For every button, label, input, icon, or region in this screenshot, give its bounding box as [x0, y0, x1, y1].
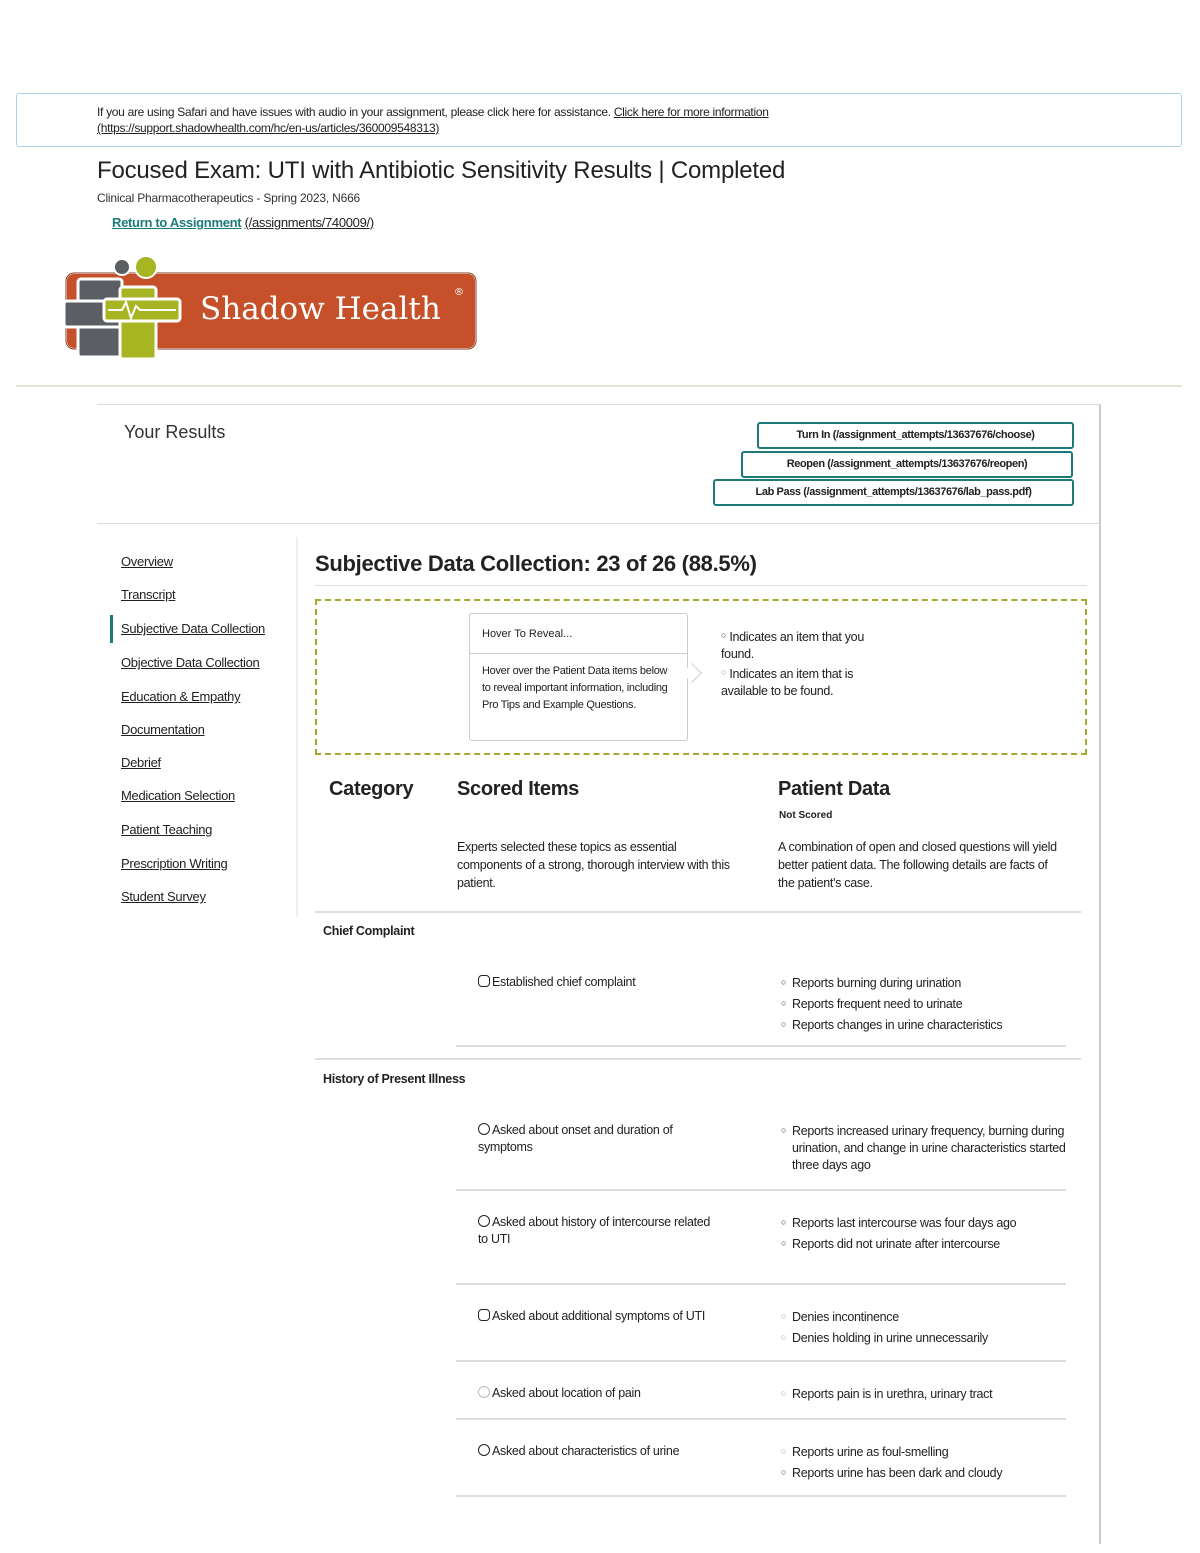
found-dot-icon: ○: [781, 1125, 787, 1135]
patient-data-list: [781, 1122, 1066, 1177]
patient-data-list: [781, 1308, 1066, 1350]
nav-documentation[interactable]: [110, 716, 298, 744]
scored-item[interactable]: [478, 1385, 758, 1402]
found-dot-icon: ○: [781, 998, 787, 1008]
available-dot-icon: ○: [781, 1446, 787, 1456]
nav-medication-selection[interactable]: [110, 782, 298, 810]
col-category: Category: [329, 778, 414, 800]
section-title: Subjective Data Collection: 23 of 26 (88.5%): [315, 551, 757, 576]
nav-transcript[interactable]: [110, 581, 298, 609]
shadow-health-logo: [62, 253, 482, 365]
patient-data-item[interactable]: ○ Reports changes in urine characteristics: [781, 1018, 1003, 1032]
notice-link[interactable]: Click here for more information: [613, 105, 769, 119]
col-patient-data: Patient Data: [778, 778, 890, 800]
nav-label[interactable]: Student Survey: [121, 889, 206, 904]
nav-label[interactable]: Documentation: [121, 722, 205, 737]
found-dot-icon: ○: [781, 1238, 787, 1248]
scored-item-label: Asked about additional symptoms of UTI: [492, 1309, 706, 1323]
scored-item-label: Asked about onset and duration of symptoms: [478, 1123, 673, 1154]
item-divider: [456, 1189, 1066, 1191]
found-dot-icon: ○: [781, 1217, 787, 1227]
tip-heading: Hover To Reveal...: [470, 614, 687, 654]
checkbox-icon: [478, 1123, 490, 1135]
item-divider: [456, 1283, 1066, 1285]
nav-label[interactable]: Transcript: [121, 587, 176, 602]
scored-item[interactable]: [478, 1214, 718, 1248]
nav-education-empathy[interactable]: [110, 683, 298, 711]
patient-data-item[interactable]: ○ Reports urine has been dark and cloudy: [781, 1466, 1003, 1480]
item-divider: [456, 1045, 1066, 1047]
page-title: Focused Exam: UTI with Antibiotic Sensitivity Results | Completed: [97, 157, 786, 184]
not-scored-label: Not Scored: [779, 810, 833, 821]
patient-data-list: [781, 974, 1066, 1037]
nav-debrief[interactable]: [110, 749, 298, 777]
hover-tip-card[interactable]: [469, 613, 688, 741]
patient-data-list: [781, 1385, 1066, 1406]
nav-subjective-data-collection[interactable]: [110, 615, 298, 643]
notice-text: If you are using Safari and have issues with audio in your assignment, please click here for assistance.: [97, 105, 611, 119]
patient-data-item[interactable]: ○ Reports burning during urination: [781, 976, 961, 990]
available-dot-icon: ○: [721, 667, 727, 677]
notice-link-url[interactable]: (https://support.shadowhealth.com/hc/en-us/articles/360009548313): [97, 121, 440, 135]
safari-notice: [16, 93, 1182, 147]
scored-item-label: Asked about history of intercourse related to UTI: [478, 1215, 711, 1246]
category-divider: [315, 1058, 1081, 1060]
results-title: Your Results: [124, 422, 226, 442]
found-dot-icon: ○: [721, 630, 727, 640]
patient-data-item[interactable]: ○ Reports frequent need to urinate: [781, 997, 963, 1011]
nav-label[interactable]: Subjective Data Collection: [121, 621, 265, 636]
nav-label[interactable]: Debrief: [121, 755, 161, 770]
checkbox-icon: [478, 1444, 490, 1456]
found-dot-icon: ○: [781, 977, 787, 987]
checkbox-icon: [478, 975, 490, 987]
item-divider: [456, 1495, 1066, 1497]
nav-objective-data-collection[interactable]: [110, 649, 298, 677]
scored-item[interactable]: [478, 1308, 758, 1325]
header-divider: [16, 385, 1182, 387]
checkbox-icon: [478, 1386, 490, 1398]
scored-item-label: Established chief complaint: [492, 975, 636, 989]
tip-body: Hover over the Patient Data items below to reveal important information, including Pro Tips and Example Questions.: [482, 665, 668, 711]
patient-data-list: [781, 1443, 1066, 1485]
available-dot-icon: ○: [781, 1388, 787, 1398]
scored-item[interactable]: [478, 974, 758, 991]
available-dot-icon: ○: [781, 1332, 787, 1342]
patient-data-item[interactable]: ○ Reports did not urinate after intercourse: [781, 1237, 1000, 1251]
item-divider: [456, 1360, 1066, 1362]
return-url[interactable]: (/assignments/740009/): [244, 215, 374, 230]
nav-prescription-writing[interactable]: [110, 850, 298, 878]
panel-divider: [97, 523, 1099, 524]
patient-description: A combination of open and closed questions will yield better patient data. The following details are facts of the patient's case.: [778, 840, 1057, 890]
nav-label[interactable]: Education & Empathy: [121, 689, 241, 704]
checkbox-icon: [478, 1309, 490, 1321]
scored-item[interactable]: [478, 1122, 718, 1156]
found-dot-icon: ○: [781, 1019, 787, 1029]
legend-available: [721, 664, 891, 700]
reopen-button[interactable]: Reopen (/assignment_attempts/13637676/reopen): [741, 451, 1073, 478]
course-name: Clinical Pharmacotherapeutics - Spring 2023, N666: [97, 191, 361, 205]
legend-box: [315, 599, 1087, 755]
item-divider: [456, 1418, 1066, 1420]
found-dot-icon: ○: [781, 1467, 787, 1477]
nav-overview[interactable]: [110, 548, 298, 576]
nav-label[interactable]: Prescription Writing: [121, 856, 228, 871]
nav-label[interactable]: Objective Data Collection: [121, 655, 260, 670]
legend-found: [721, 627, 891, 663]
logo-text: Shadow Health: [200, 291, 441, 327]
patient-data-item[interactable]: ○ Reports pain is in urethra, urinary tract: [781, 1387, 993, 1401]
scored-description: Experts selected these topics as essential components of a strong, thorough interview with this patient.: [457, 840, 730, 890]
patient-data-item[interactable]: ○ Reports last intercourse was four days ago: [781, 1216, 1017, 1230]
return-link[interactable]: Return to Assignment: [112, 215, 242, 230]
patient-data-item[interactable]: ○ Reports increased urinary frequency, burning during urination, and change in urine characteristics started three days ago: [781, 1124, 1066, 1172]
category-divider: [315, 911, 1081, 913]
lab-pass-button[interactable]: Lab Pass (/assignment_attempts/13637676/lab_pass.pdf): [713, 479, 1074, 506]
results-sidenav: [110, 537, 298, 917]
patient-data-item[interactable]: ○ Denies incontinence: [781, 1310, 899, 1324]
scored-item[interactable]: [478, 1443, 758, 1460]
section-divider: [315, 585, 1087, 586]
nav-student-survey[interactable]: [110, 883, 298, 911]
nav-label[interactable]: Overview: [121, 554, 173, 569]
legend-found-text: Indicates an item that you found.: [721, 630, 864, 661]
patient-data-list: [781, 1214, 1041, 1256]
patient-data-item[interactable]: ○ Denies holding in urine unnecessarily: [781, 1331, 988, 1345]
logo-registered-mark: ®: [454, 287, 464, 298]
category-history-of-present-illness: History of Present Illness: [323, 1072, 466, 1086]
return-to-assignment: [112, 215, 374, 230]
scored-item-label: Asked about location of pain: [492, 1386, 641, 1400]
legend-available-text: Indicates an item that is available to be found.: [721, 667, 854, 698]
col-scored-items: Scored Items: [457, 778, 580, 800]
patient-data-item[interactable]: ○ Reports urine as foul-smelling: [781, 1445, 949, 1459]
checkbox-icon: [478, 1215, 490, 1227]
turn-in-button[interactable]: Turn In (/assignment_attempts/13637676/choose): [757, 422, 1074, 449]
available-dot-icon: ○: [781, 1311, 787, 1321]
nav-label[interactable]: Patient Teaching: [121, 822, 213, 837]
nav-patient-teaching[interactable]: [110, 816, 298, 844]
scored-item-label: Asked about characteristics of urine: [492, 1444, 680, 1458]
nav-label[interactable]: Medication Selection: [121, 788, 235, 803]
category-chief-complaint: Chief Complaint: [323, 924, 415, 938]
